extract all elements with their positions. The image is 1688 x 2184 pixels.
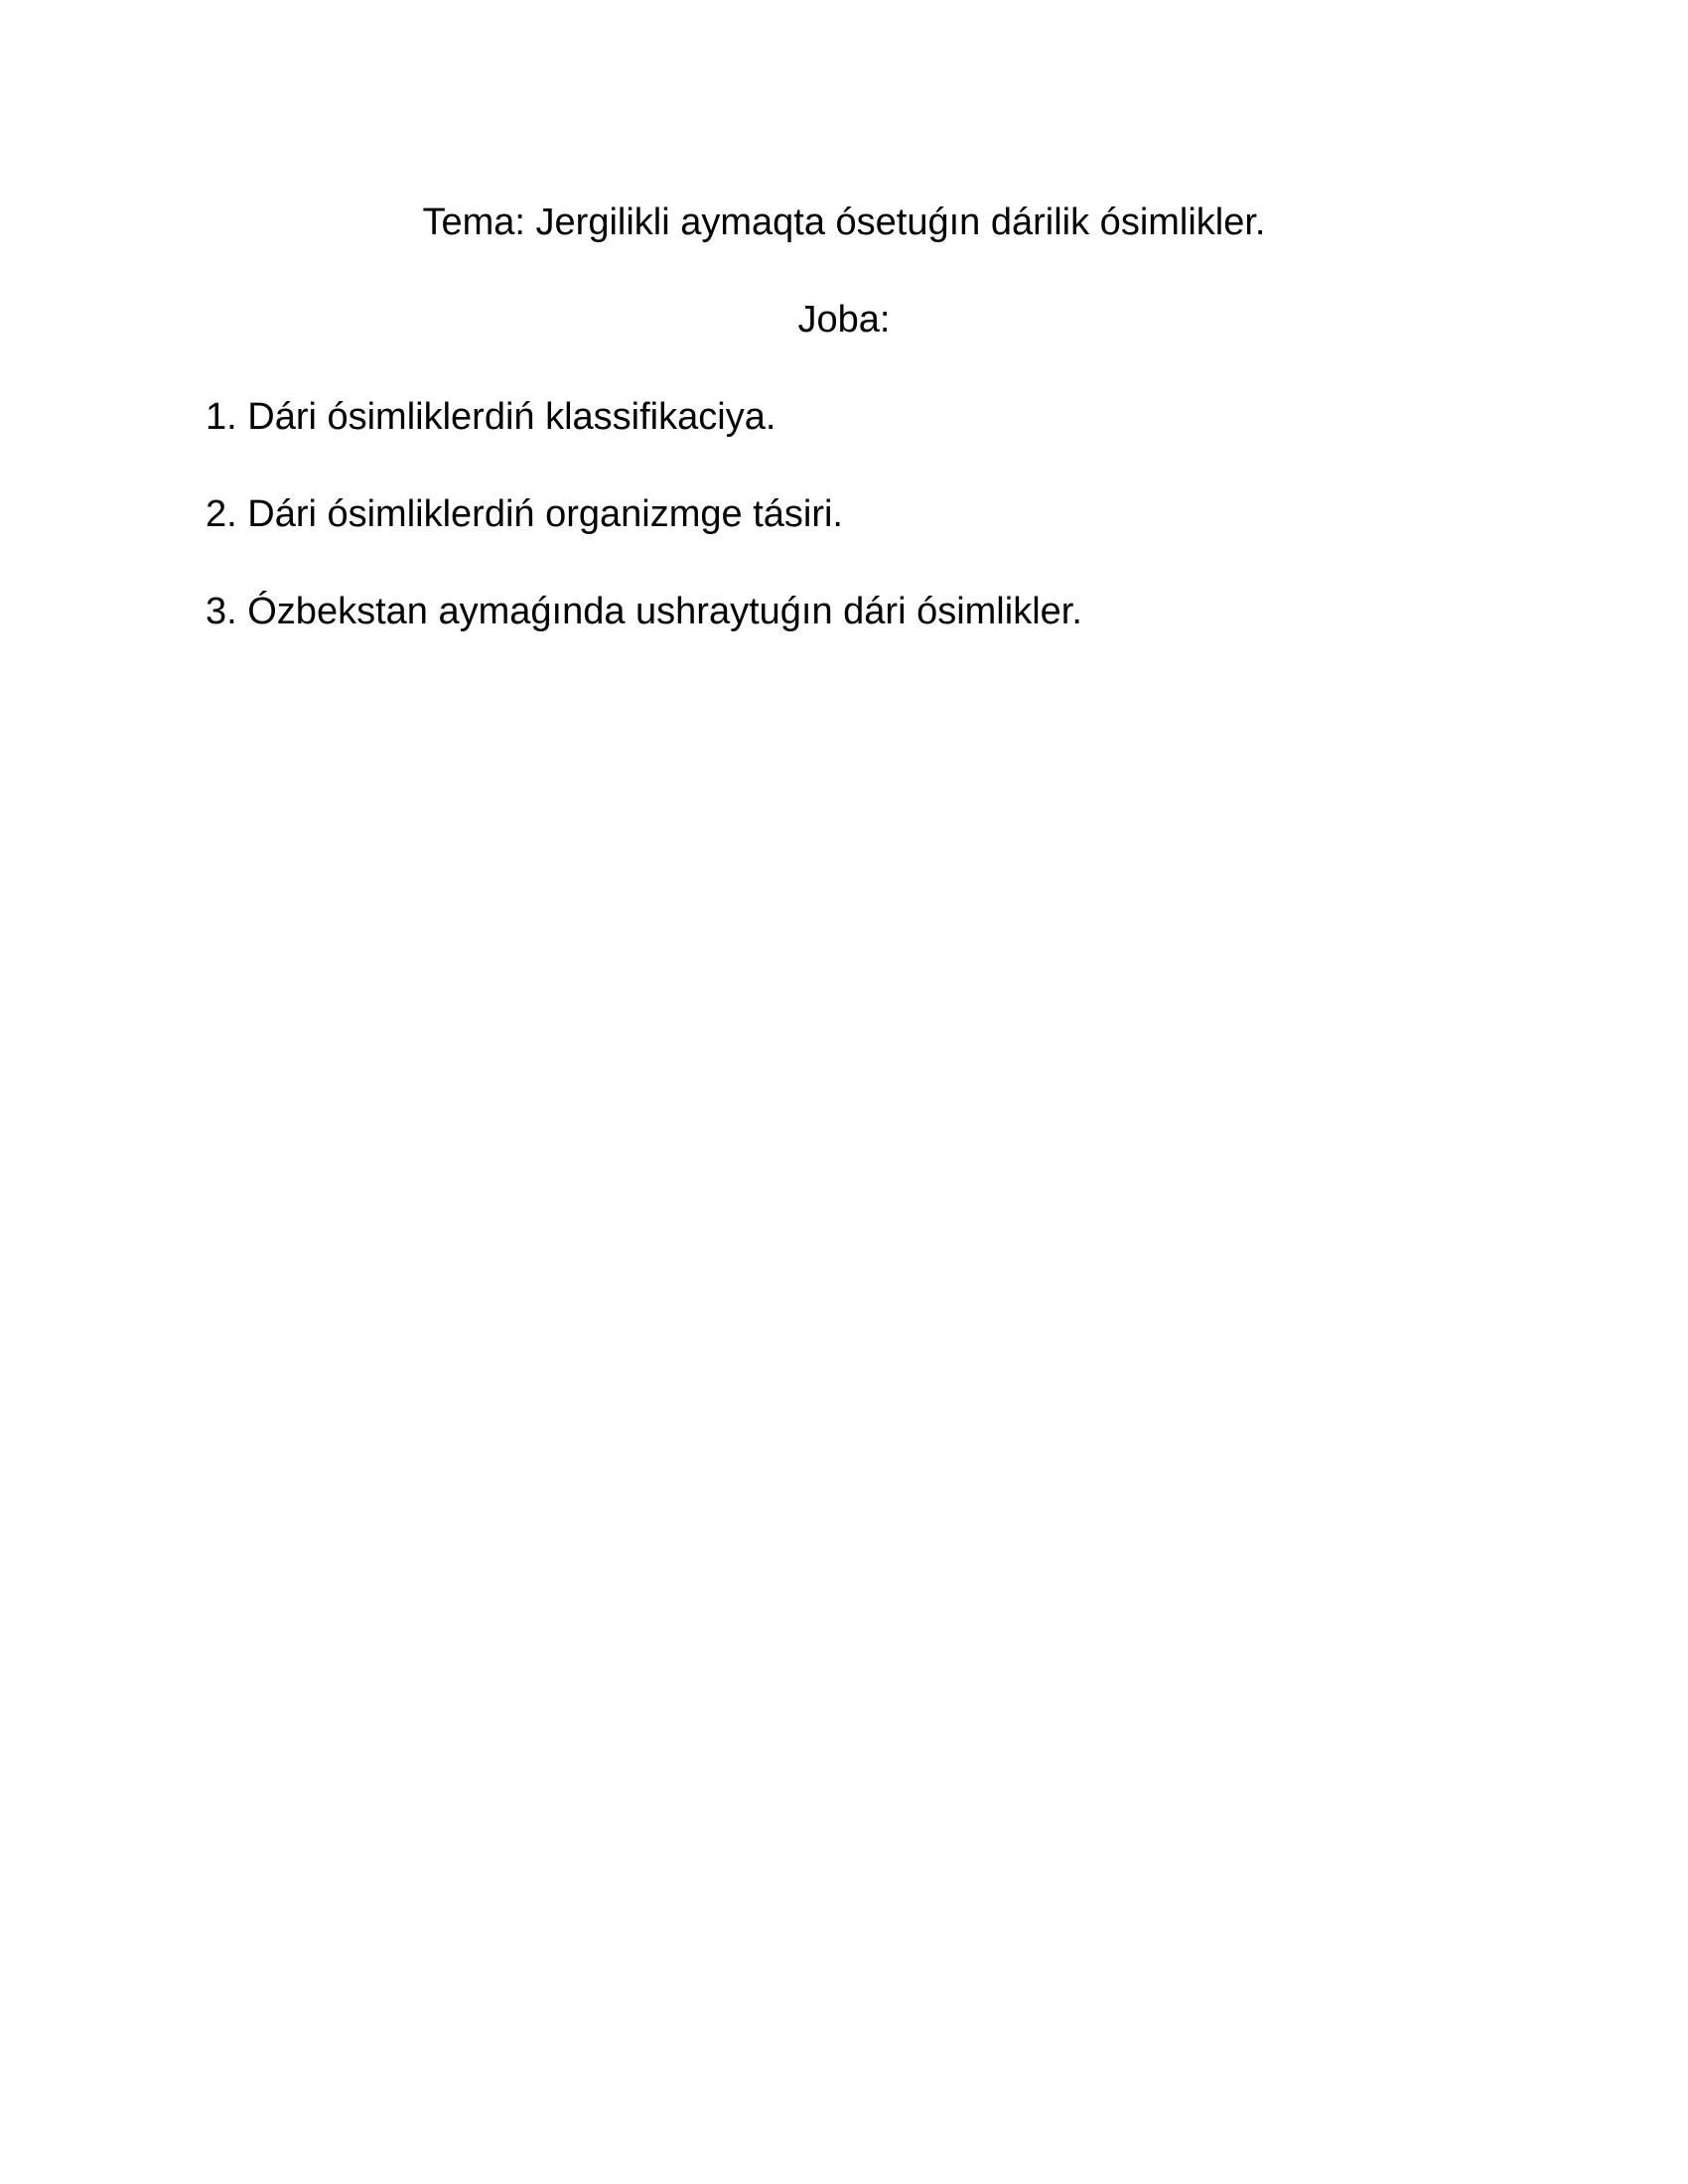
plan-item-3: 3. Ózbekstan aymaǵında ushraytuǵın dári ósimlikler. <box>206 591 1082 632</box>
plan-heading: Joba: <box>797 299 891 341</box>
plan-item-1: 1. Dári ósimliklerdiń klassifikaciya. <box>206 396 776 438</box>
plan-item-2: 2. Dári ósimliklerdiń organizmge tásiri. <box>206 493 843 535</box>
document-title: Tema: Jergilikli aymaqta ósetuǵın dárilik ósimlikler. <box>422 202 1266 243</box>
plan-list <box>206 389 1082 681</box>
